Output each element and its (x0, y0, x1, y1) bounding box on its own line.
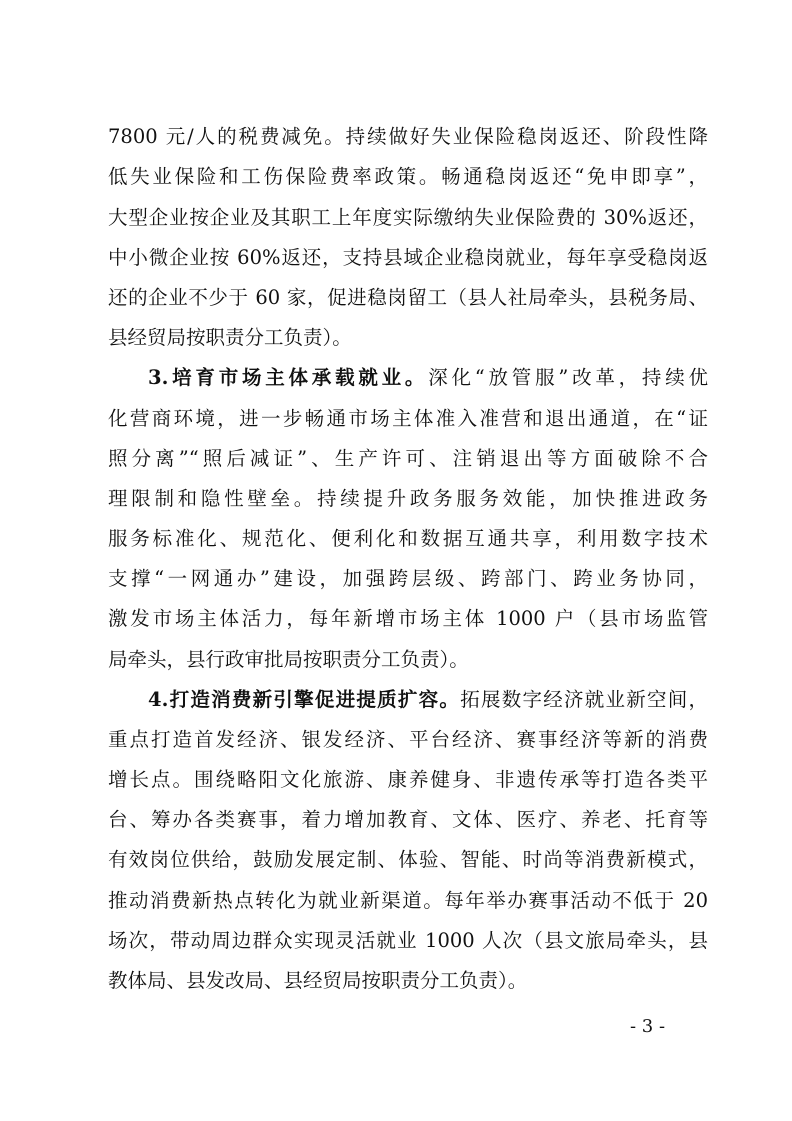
p3-line-4: 台、筹办各类赛事，着力增加教育、文体、医疗、养老、托育等 (108, 808, 708, 831)
p1-line-2: 低失业保险和工伤保险费率政策。畅通稳岗返还“免申即享”， (108, 165, 708, 188)
p2-line-5: 服务标准化、规范化、便利化和数据互通共享，利用数字技术 (108, 527, 708, 550)
p2-first-rest: 深化“放管服”改革，持续优 (428, 366, 708, 389)
p3-first-rest: 拓展数字经济就业新空间， (460, 688, 708, 711)
p3-heading: 4.打造消费新引擎促进提质扩容。 (148, 688, 461, 711)
p3-line-8: 教体局、县发改局、县经贸局按职责分工负责）。 (108, 969, 528, 992)
p1-line-4: 中小微企业按 60%返还，支持县域企业稳岗就业，每年享受稳岗返 (108, 246, 708, 269)
p2-line-3: 照分离”“照后减证”、生产许可、注销退出等方面破除不合 (108, 447, 708, 470)
p2-heading: 3.培育市场主体承载就业。 (148, 366, 429, 389)
p1-line-3: 大型企业按企业及其职工上年度实际缴纳失业保险费的 30%返还， (108, 206, 708, 229)
p2-line-8: 局牵头，县行政审批局按职责分工负责）。 (108, 648, 469, 671)
p2-line-4: 理限制和隐性壁垒。持续提升政务服务效能，加快推进政务 (108, 487, 708, 510)
p3-line-2: 重点打造首发经济、银发经济、平台经济、赛事经济等新的消费 (108, 728, 708, 751)
page-number: - 3 - (630, 1016, 666, 1037)
p3-line-7: 场次，带动周边群众实现灵活就业 1000 人次（县文旅局牵头，县 (108, 929, 708, 952)
p3-line-6: 推动消费新热点转化为就业新渠道。每年举办赛事活动不低于 20 (108, 889, 708, 912)
p2-line-6: 支撑“一网通办”建设，加强跨层级、跨部门、跨业务协同， (108, 567, 708, 590)
p3-line-5: 有效岗位供给，鼓励发展定制、体验、智能、时尚等消费新模式， (108, 848, 708, 871)
p2-line-2: 化营商环境，进一步畅通市场主体准入准营和退出通道，在“证 (108, 407, 708, 430)
p3-first-line (148, 688, 708, 712)
p2-line-7: 激发市场主体活力，每年新增市场主体 1000 户（县市场监管 (108, 607, 708, 630)
p3-line-3: 增长点。围绕略阳文化旅游、康养健身、非遗传承等打造各类平 (108, 768, 708, 791)
p1-line-5: 还的企业不少于 60 家，促进稳岗留工（县人社局牵头，县税务局、 (108, 286, 708, 309)
p1-line-6: 县经贸局按职责分工负责）。 (108, 326, 352, 349)
p2-first-line (148, 366, 708, 390)
p1-line-1: 7800 元/人的税费减免。持续做好失业保险稳岗返还、阶段性降 (108, 125, 708, 148)
